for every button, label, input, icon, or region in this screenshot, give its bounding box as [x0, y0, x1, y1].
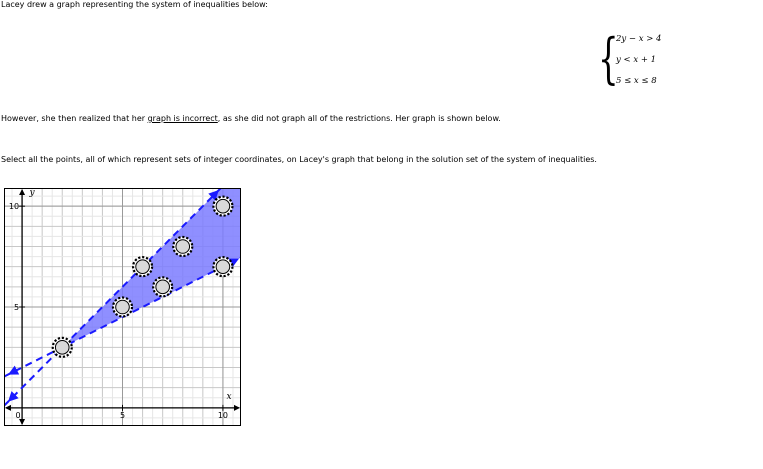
point-fill[interactable]: [176, 240, 190, 254]
x-tick-label-0: 0: [15, 410, 21, 420]
point-fill[interactable]: [216, 260, 230, 274]
point-10-7[interactable]: [213, 257, 232, 276]
inequality-3: 5 ≤ x ≤ 8: [616, 76, 657, 86]
point-7-6[interactable]: [153, 277, 172, 296]
point-fill[interactable]: [116, 300, 130, 314]
x-axis-label: x: [226, 391, 232, 402]
y-tick-label-10: 10: [8, 202, 20, 212]
y-tick-label-5: 5: [13, 303, 20, 312]
x-axis-arrow-icon: [234, 405, 240, 411]
instruction-text: Select all the points, all of which represent sets of integer coordinates, on Lacey's graph that belong in the solution set of the system of inequalities.: [1, 155, 597, 164]
point-6-7[interactable]: [133, 257, 152, 276]
point-fill[interactable]: [55, 341, 69, 355]
x-tick-label-5: 5: [119, 410, 126, 420]
point-fill[interactable]: [136, 260, 150, 274]
however-text-start: However, she then realized that her: [1, 114, 148, 123]
point-2-3[interactable]: [53, 338, 72, 357]
point-fill[interactable]: [156, 280, 170, 294]
point-8-8[interactable]: [173, 237, 192, 256]
however-text-end: , as she did not graph all of the restrictions. Her graph is shown below.: [217, 114, 501, 123]
x-axis-arrow-left-icon: [5, 405, 11, 411]
intro-text: Lacey drew a graph representing the system of inequalities below:: [1, 0, 268, 9]
point-5-5[interactable]: [113, 298, 132, 317]
however-text: [1, 114, 501, 123]
y-axis-arrow-icon: [19, 189, 25, 195]
graph-canvas: [4, 188, 241, 426]
point-10-10[interactable]: [213, 197, 232, 216]
left-brace-icon: {: [598, 27, 619, 90]
graph-incorrect-link[interactable]: graph is incorrect: [147, 114, 218, 123]
point-fill[interactable]: [216, 199, 230, 213]
inequality-system: [598, 27, 668, 90]
y-axis-arrow-down-icon: [19, 419, 25, 425]
coordinate-graph: [4, 188, 241, 426]
inequality-1: 2y − x > 4: [616, 34, 662, 44]
y-axis-label: y: [29, 188, 35, 198]
x-tick-label-10: 10: [217, 410, 229, 420]
inequality-2: y < x + 1: [616, 55, 657, 65]
